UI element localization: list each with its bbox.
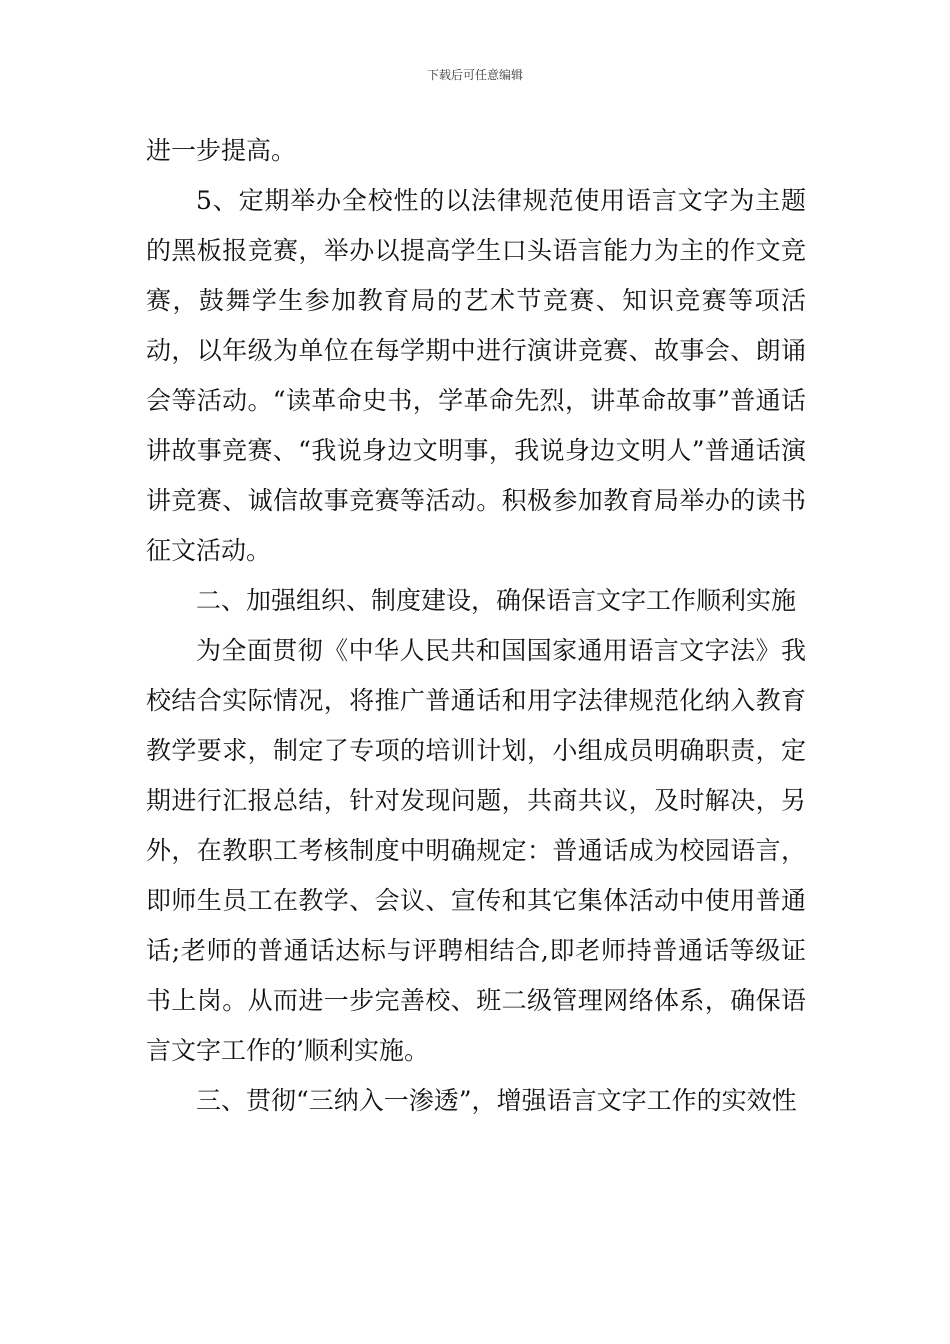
document-body xyxy=(146,126,806,1126)
paragraph-section-2-body: 为全面贯彻《中华人民共和国国家通用语言文字法》我校结合实际情况，将推广普通话和用字法律规范化纳入教育教学要求，制定了专项的培训计划，小组成员明确职责，定期进行汇报总结，针对发现问题，共商共议，及时解决，另外，在教职工考核制度中明确规定：普通话成为校园语言，即师生员工在教学、会议、宣传和其它集体活动中使用普通话;老师的普通话达标与评聘相结合,即老师持普通话等级证书上岗。从而进一步完善校、班二级管理网络体系，确保语言文字工作的’顺利实施。 xyxy=(146,636,806,1065)
page-header-note: 下载后可任意编辑 xyxy=(426,68,523,82)
section-heading-3: 三、贯彻“三纳入一渗透”，增强语言文字工作的实效性 xyxy=(196,1086,797,1115)
paragraph-item-5: 5、定期举办全校性的以法律规范使用语言文字为主题的黑板报竞赛，举办以提高学生口头语言能力为主的作文竞赛，鼓舞学生参加教育局的艺术节竞赛、知识竞赛等项活动，以年级为单位在每学期中进行演讲竞赛、故事会、朗诵会等活动。“读革命史书，学革命先烈，讲革命故事”普通话讲故事竞赛、“我说身边文明事，我说身边文明人”普通话演讲竞赛、诚信故事竞赛等活动。积极参加教育局举办的读书征文活动。 xyxy=(146,186,806,565)
paragraph-continuation: 进一步提高。 xyxy=(146,136,297,165)
section-heading-2: 二、加强组织、制度建设，确保语言文字工作顺利实施 xyxy=(196,586,797,615)
